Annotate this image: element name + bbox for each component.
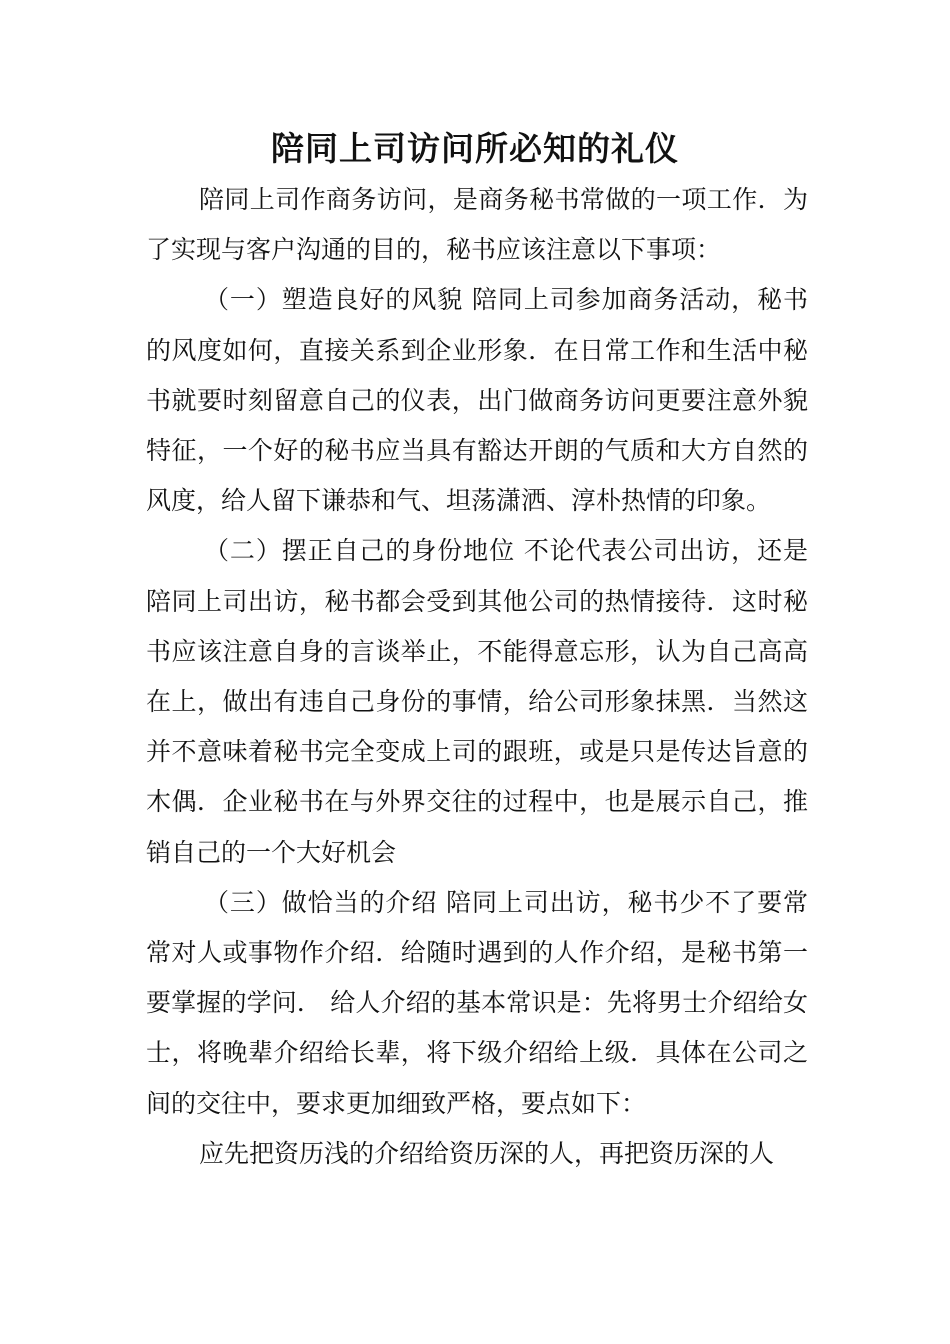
paragraph-item-3-detail: 应先把资历浅的介绍给资历深的人，再把资历深的人: [199, 1138, 775, 1168]
paragraph-intro: 陪同上司作商务访问，是商务秘书常做的一项工作．为了实现与客户沟通的目的，秘书应该注意以下事项：: [146, 185, 808, 265]
document-body: [146, 175, 808, 1179]
paragraph-item-1: （一）塑造良好的风貌 陪同上司参加商务活动，秘书的风度如何，直接关系到企业形象．在日常工作和生活中秘书就要时刻留意自己的仪表，出门做商务访问更要注意外貌特征，一个好的秘书应当具有豁达开朗的气质和大方自然的风度，给人留下谦恭和气、坦荡潇洒、淳朴热情的印象。: [146, 285, 808, 516]
paragraph-item-2: （二）摆正自己的身份地位 不论代表公司出访，还是陪同上司出访，秘书都会受到其他公司的热情接待．这时秘书应该注意自身的言谈举止，不能得意忘形，认为自己高高在上，做出有违自己身份的事情，给公司形象抹黑．当然这并不意味着秘书完全变成上司的跟班，或是只是传达旨意的木偶．企业秘书在与外界交往的过程中，也是展示自己，推销自己的一个大好机会: [146, 536, 808, 867]
document-title: 陪同上司访问所必知的礼仪: [271, 129, 679, 168]
paragraph-item-3: （三）做恰当的介绍 陪同上司出访，秘书少不了要常常对人或事物作介绍．给随时遇到的人作介绍，是秘书第一要掌握的学问． 给人介绍的基本常识是：先将男士介绍给女士，将晚辈介绍给长辈，将下级介绍给上级．具体在公司之间的交往中，要求更加细致严格，要点如下：: [146, 887, 808, 1118]
